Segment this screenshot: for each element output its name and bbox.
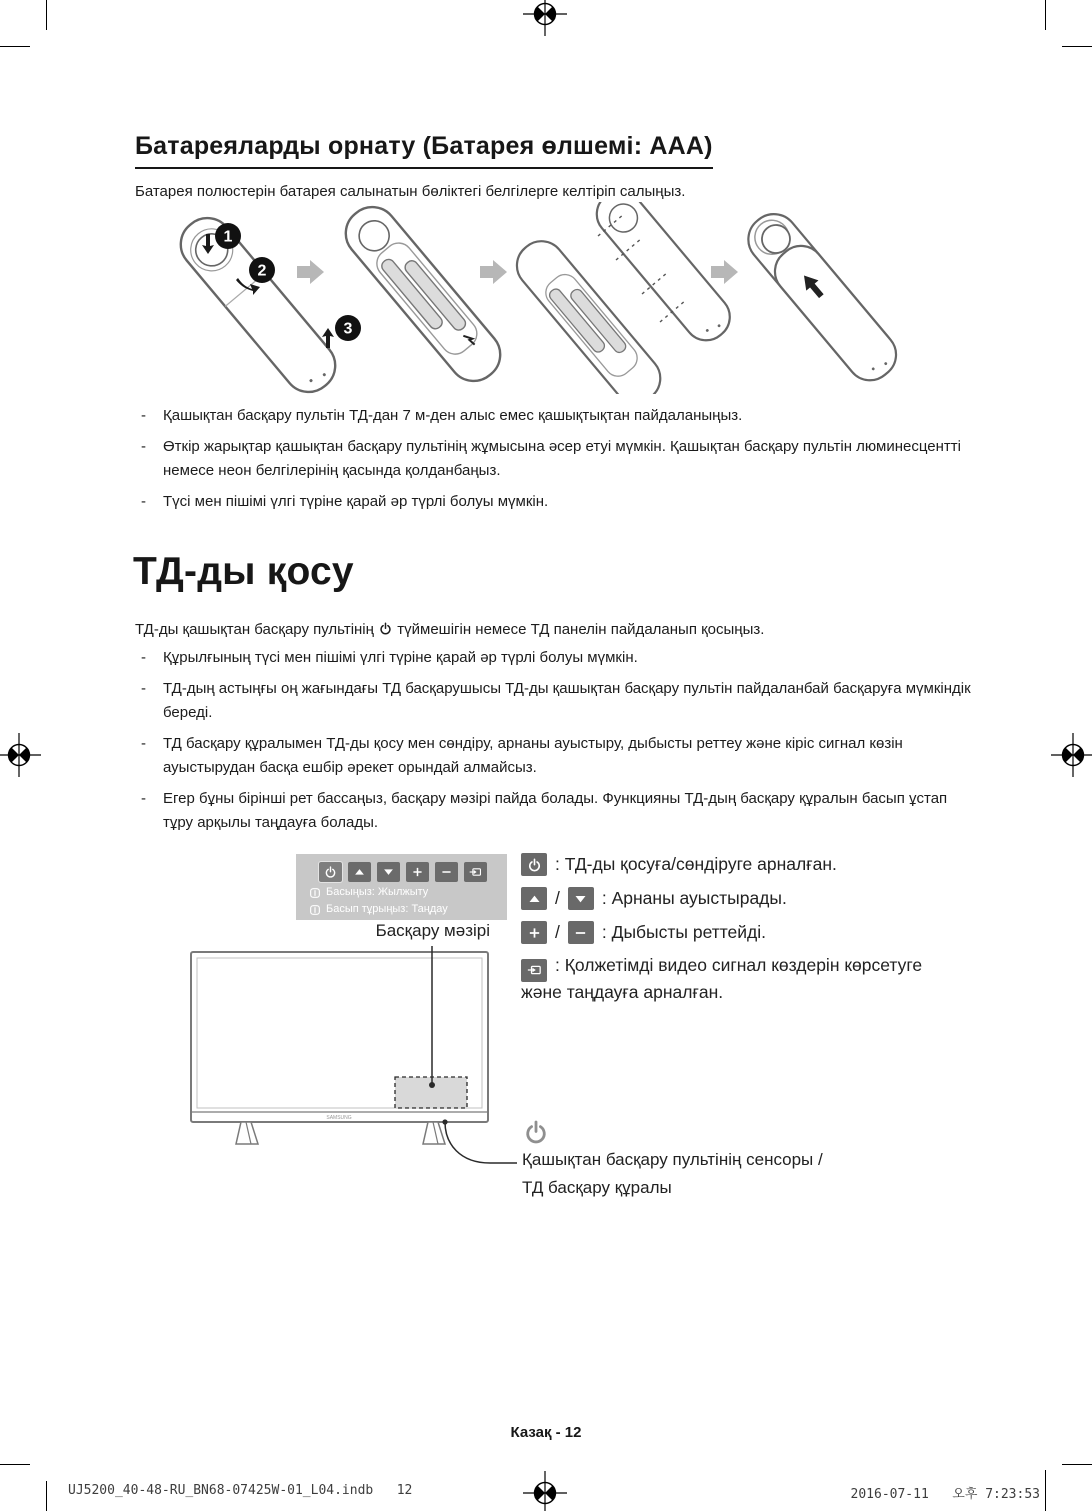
registration-mark-right (1051, 733, 1092, 777)
page-footer: Казақ - 12 (510, 1424, 582, 1441)
arrow-down-icon (572, 891, 589, 907)
next-arrow-icon (480, 260, 507, 284)
legend-power: : ТД-ды қосуға/сөндіруге арналған. (521, 853, 837, 876)
step-3-badge: 3 (343, 320, 353, 338)
power-icon (526, 857, 543, 873)
crop-mark (1045, 0, 1046, 30)
arrow-down-icon (381, 865, 396, 879)
list-item: - ТД басқару құралымен ТД-ды қосу мен сөндіру, арнаны ауыстыру, дыбысты реттеу және кіріс сигнал көзін ауыстырудан басқа ешбір әрекет орындай алмайсыз. (141, 735, 903, 776)
crop-mark (46, 0, 47, 30)
power-intro: ТД-ды қашықтан басқару пультінің түймешігін немесе ТД панелін пайдаланып қосыңыз. (135, 621, 765, 638)
crop-mark (1062, 46, 1092, 47)
channel-down-button[interactable] (377, 862, 400, 882)
power-icon (323, 865, 338, 879)
source-icon (526, 962, 543, 978)
list-item: - Қашықтан басқару пультін ТД-дан 7 м-ден алыс емес қашықтықтан пайдаланыңыз. (141, 407, 743, 424)
channel-up-button[interactable] (348, 862, 371, 882)
control-button-row (296, 854, 507, 882)
list-item: - ТД-дың астыңғы оң жағындағы ТД басқарушысы ТД-ды қашықтан басқару пультін пайдаланбай басқаруға мүмкіндік береді. (141, 680, 971, 721)
plus-icon (410, 865, 425, 879)
power-bullet-list (135, 646, 975, 842)
press-icon (309, 904, 321, 916)
section-title-batteries: Батареяларды орнату (Батарея өлшемі: AAA) (135, 132, 713, 169)
registration-mark-left (0, 733, 41, 777)
print-file-info: UJ5200_40-48-RU_BN68-07425W-01_L04.indb 12 (68, 1483, 413, 1498)
sensor-label: Қашықтан басқару пультінің сенсоры / ТД басқару құралы (522, 1150, 823, 1197)
source-button (521, 959, 547, 982)
arrow-up-button (521, 887, 547, 910)
print-timestamp: 2016-07-11 오후 7:23:53 (850, 1487, 1040, 1502)
legend-volume: / : Дыбысты реттейді. (521, 921, 766, 944)
registration-mark-bottom (523, 1471, 567, 1511)
list-item: - Түсі мен пішімі үлгі түріне қарай әр түрлі болуы мүмкін. (141, 493, 549, 510)
minus-icon (439, 865, 454, 879)
press-icon (309, 887, 321, 899)
volume-down-button[interactable] (435, 862, 458, 882)
press-hint: Басыңыз: Жылжыту (296, 886, 507, 899)
crop-mark (46, 1481, 47, 1511)
crop-mark (0, 1464, 30, 1465)
next-arrow-icon (711, 260, 738, 284)
arrow-down-button (568, 887, 594, 910)
crop-mark (1045, 1470, 1046, 1511)
plus-icon (526, 925, 543, 941)
minus-button (568, 921, 594, 944)
registration-mark-top (523, 0, 567, 36)
control-menu-area (395, 1077, 467, 1108)
list-item: - Егер бұны бірінші рет бассаңыз, басқару мәзірі пайда болады. Функцияны ТД-дың басқару құралын басып ұстап тұру арқылы таңдауға болады. (141, 790, 948, 831)
list-item: - Өткір жарықтар қашықтан басқару пультінің жұмысына әсер етуі мүмкін. Қашықтан басқару пультін люминесцентті немесе неон белгілерінің қасында қолданбаңыз. (141, 438, 961, 479)
crop-mark (0, 46, 30, 47)
arrow-up-icon (352, 865, 367, 879)
power-icon (378, 621, 393, 636)
source-button[interactable] (464, 862, 487, 882)
tv-brand-label: SAMSUNG (326, 1115, 352, 1121)
power-button[interactable] (319, 862, 342, 882)
legend-channel: / : Арнаны ауыстырады. (521, 887, 787, 910)
batteries-intro: Батарея полюстерін батарея салынатын бөліктегі белгілерге келтіріп салыңыз. (135, 183, 686, 200)
tv-illustration (185, 944, 545, 1204)
battery-install-illustration (150, 202, 930, 394)
minus-icon (572, 925, 589, 941)
step-2-badge: 2 (257, 262, 267, 280)
crop-mark (1062, 1464, 1092, 1465)
volume-up-button[interactable] (406, 862, 429, 882)
power-button (521, 853, 547, 876)
legend-source: : Қолжетімді видео сигнал көздерін көрсетуге және таңдауға арналған. (521, 955, 923, 1002)
control-menu-label: Басқару мәзірі (375, 921, 490, 940)
next-arrow-icon (297, 260, 324, 284)
source-icon (468, 865, 483, 879)
power-sensor-icon (522, 1118, 550, 1146)
hold-hint: Басып тұрыңыз: Таңдау (296, 903, 507, 916)
section-title-power-on: ТД-ды қосу (133, 550, 354, 593)
batteries-bullet-list (135, 404, 970, 521)
tv-control-panel (296, 854, 507, 920)
plus-button (521, 921, 547, 944)
step-1-badge: 1 (223, 228, 233, 246)
list-item: - Құрылғының түсі мен пішімі үлгі түріне қарай әр түрлі болуы мүмкін. (141, 649, 638, 666)
arrow-up-icon (526, 891, 543, 907)
